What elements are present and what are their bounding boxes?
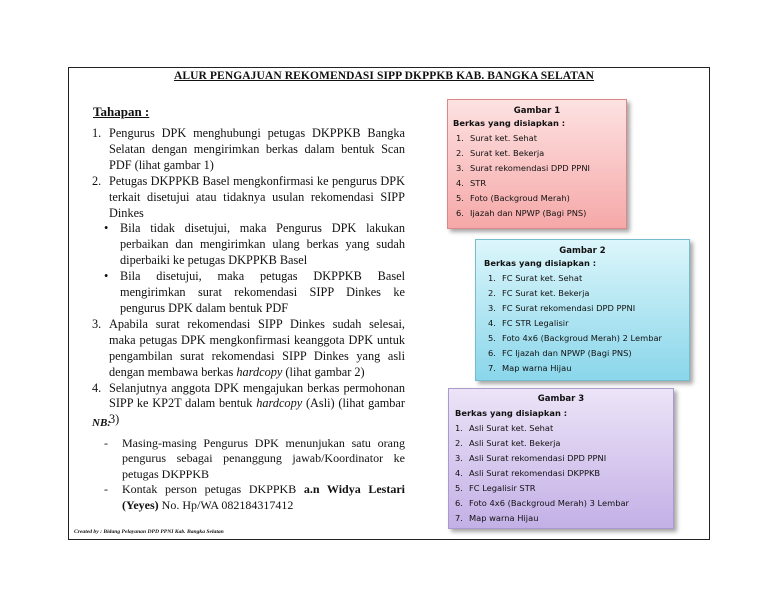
list-item: 2. Asli Surat ket. Bekerja bbox=[455, 438, 561, 448]
box-items bbox=[448, 131, 626, 221]
nb-item-text: Kontak person petugas DKPPKB bbox=[122, 482, 304, 496]
list-item: 1. Surat ket. Sehat bbox=[456, 133, 538, 143]
list-item: 6. Ijazah dan NPWP (Bagi PNS) bbox=[456, 208, 587, 218]
step-text-tail: (lihat gambar 2) bbox=[282, 364, 365, 379]
list-item: 5. Foto 4x6 (Backgroud Merah) 2 Lembar bbox=[488, 333, 662, 343]
nb-item-text: Masing-masing Pengurus DPK menunjukan satu orang pengurus sebagai penanggung jawab/Koordinator ke petugas DKPPKB bbox=[122, 435, 405, 481]
nb-item bbox=[93, 482, 405, 513]
box-items bbox=[476, 271, 689, 376]
box-header: Berkas yang disiapkan : bbox=[455, 408, 568, 418]
list-item: 7. Map warna Hijau bbox=[488, 363, 572, 373]
dash-icon: - bbox=[104, 482, 108, 496]
page-title: ALUR PENGAJUAN REKOMENDASI SIPP DKPPKB KAB. BANGKA SELATAN bbox=[173, 70, 595, 82]
step-item bbox=[92, 174, 405, 222]
list-item: 5. FC Legalisir STR bbox=[455, 483, 536, 493]
step-text: Pengurus DPK menghubungi petugas DKPPKB Bangka Selatan dengan mengirimkan berkas dalam bentuk Scan PDF (lihat gambar 1) bbox=[109, 126, 405, 172]
list-item: 4. STR bbox=[456, 178, 487, 188]
list-item: 1. Asli Surat ket. Sehat bbox=[455, 423, 554, 433]
contact-phone: No. Hp/WA 082184317412 bbox=[158, 497, 294, 512]
tahapan-heading: Tahapan : bbox=[93, 104, 150, 119]
box-title: Gambar 2 bbox=[559, 246, 606, 256]
sub-bullet-text: Bila disetujui, maka petugas DKPPKB Basel mengirimkan surat rekomendasi SIPP Dinkes ke pengurus DPK dalam bentuk PDF bbox=[120, 269, 405, 315]
step-italic-text: hardcopy bbox=[236, 364, 283, 379]
step-text: Apabila surat rekomendasi SIPP Dinkes sudah selesai, maka petugas DPK mengkonfirmasi keanggota DPK untuk pengambilan surat rekomendasi SIPP Dinkes yang asli dengan membawa berkas bbox=[109, 316, 405, 379]
bullet-icon: • bbox=[104, 269, 109, 284]
list-item: 3. FC Surat rekomendasi DPD PPNI bbox=[488, 303, 636, 313]
list-item: 6. FC Ijazah dan NPWP (Bagi PNS) bbox=[488, 348, 632, 358]
step-text-tail: (Asli) (lihat gambar 3) bbox=[109, 396, 405, 427]
step-text: Petugas DKPPKB Basel mengkonfirmasi ke pengurus DPK terkait disetujui atau tidaknya usulan rekomendasi SIPP Dinkes bbox=[109, 173, 405, 220]
step-text: Selanjutnya anggota DPK mengajukan berkas permohonan SIPP ke KP2T dalam bentuk bbox=[109, 380, 405, 411]
box-title: Gambar 1 bbox=[513, 106, 561, 116]
list-item: 5. Foto (Backgroud Merah) bbox=[456, 193, 570, 203]
box-header: Berkas yang disiapkan : bbox=[453, 118, 566, 128]
gambar-3-box bbox=[448, 388, 674, 529]
box-header: Berkas yang disiapkan : bbox=[484, 258, 597, 268]
created-by-footer: Created by : Bidang Pelayanan DPD PPNI Kab. Bangka Selatan bbox=[74, 529, 224, 535]
list-item: 7. Map warna Hijau bbox=[455, 513, 539, 523]
list-item: 3. Surat rekomendasi DPD PPNI bbox=[456, 163, 590, 173]
list-item: 2. FC Surat ket. Bekerja bbox=[488, 288, 590, 298]
nb-label: NB: bbox=[92, 417, 111, 429]
step-item bbox=[92, 317, 405, 381]
nb-section bbox=[92, 416, 405, 513]
contact-name: a.n Widya Lestari (Yeyes) bbox=[122, 482, 406, 512]
step-number: 4. bbox=[92, 380, 102, 395]
list-item: 6. Foto 4x6 (Backgroud Merah) 3 Lembar bbox=[455, 498, 629, 508]
gambar-1-box bbox=[447, 99, 627, 229]
box-title: Gambar 3 bbox=[537, 394, 585, 404]
gambar-2-box bbox=[475, 239, 690, 381]
step-item bbox=[92, 126, 405, 174]
step-number: 2. bbox=[92, 173, 102, 188]
sub-bullet-text: Bila tidak disetujui, maka Pengurus DPK lakukan perbaikan dan mengirimkan ulang berkas yang sudah diperbaiki ke petugas DKPPKB Basel bbox=[120, 221, 405, 268]
list-item: 2. Surat ket. Bekerja bbox=[456, 148, 545, 158]
list-item: 3. Asli Surat rekomendasi DPD PPNI bbox=[455, 453, 607, 463]
nb-item bbox=[93, 436, 405, 483]
list-item: 4. Asli Surat rekomendasi DKPPKB bbox=[455, 468, 601, 478]
sub-bullet-item bbox=[104, 221, 405, 269]
list-item: 4. FC STR Legalisir bbox=[488, 318, 569, 328]
step-number: 1. bbox=[92, 126, 102, 140]
step-italic-text: hardcopy bbox=[256, 396, 303, 411]
step-number: 3. bbox=[92, 316, 102, 331]
list-item: 1. FC Surat ket. Sehat bbox=[488, 273, 583, 283]
dash-icon: - bbox=[104, 435, 108, 450]
steps-list bbox=[92, 126, 405, 428]
box-items bbox=[449, 421, 673, 526]
sub-bullet-item bbox=[104, 269, 405, 317]
bullet-icon: • bbox=[104, 221, 109, 236]
